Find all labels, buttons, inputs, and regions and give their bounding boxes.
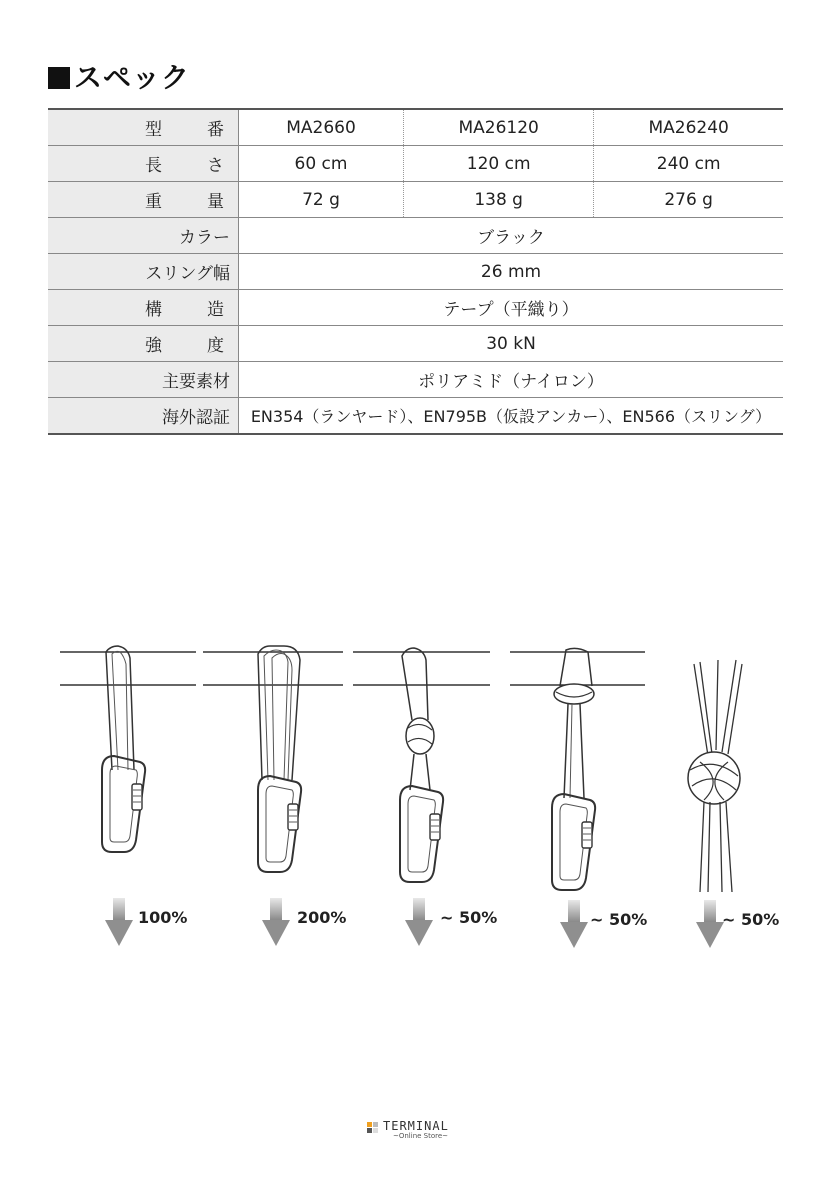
table-cell: 72 g xyxy=(239,182,404,218)
figure-3 xyxy=(353,648,490,882)
logo-subtitle: ~Online Store~ xyxy=(393,1132,449,1140)
down-arrow-icon xyxy=(560,900,588,948)
row-label: 長 さ xyxy=(48,146,239,182)
sling-illustrations xyxy=(0,630,833,970)
table-row xyxy=(48,146,783,182)
table-row xyxy=(48,362,783,398)
logo-name: TERMINAL xyxy=(383,1119,449,1133)
spec-table xyxy=(48,108,783,435)
row-label: スリング幅 xyxy=(48,254,239,290)
table-cell: 26 mm xyxy=(239,254,784,290)
page-title: スペック xyxy=(48,56,190,96)
row-label: 重 量 xyxy=(48,182,239,218)
table-cell: 138 g xyxy=(404,182,594,218)
square-bullet-icon xyxy=(48,67,70,89)
table-row xyxy=(48,109,783,146)
table-cell: 120 cm xyxy=(404,146,594,182)
table-cell: MA26120 xyxy=(404,109,594,146)
strength-label-3: ~ 50% xyxy=(440,908,498,927)
row-label: 強 度 xyxy=(48,326,239,362)
row-label: 主要素材 xyxy=(48,362,239,398)
table-row xyxy=(48,182,783,218)
table-cell: 240 cm xyxy=(594,146,783,182)
table-cell: ポリアミド（ナイロン） xyxy=(239,362,784,398)
table-cell: 30 kN xyxy=(239,326,784,362)
table-row xyxy=(48,218,783,254)
row-label: カラー xyxy=(48,218,239,254)
figure-5 xyxy=(688,660,742,892)
table-cell: MA26240 xyxy=(594,109,783,146)
table-cell: MA2660 xyxy=(239,109,404,146)
table-cell: EN354（ランヤード）、EN795B（仮設アンカー）、EN566（スリング） xyxy=(239,398,784,435)
strength-label-5: ~ 50% xyxy=(722,910,780,929)
figure-2 xyxy=(203,646,343,872)
table-cell: 60 cm xyxy=(239,146,404,182)
logo-mark-icon xyxy=(367,1122,379,1134)
table-row xyxy=(48,326,783,362)
table-row xyxy=(48,398,783,435)
row-label: 型 番 xyxy=(48,109,239,146)
down-arrow-icon xyxy=(696,900,724,948)
table-row xyxy=(48,290,783,326)
strength-label-2: 200% xyxy=(297,908,347,927)
down-arrow-icon xyxy=(405,898,433,946)
down-arrow-icon xyxy=(262,898,290,946)
row-label: 構 造 xyxy=(48,290,239,326)
table-row xyxy=(48,254,783,290)
strength-label-1: 100% xyxy=(138,908,188,927)
strength-diagram xyxy=(0,630,833,970)
table-cell: テープ（平織り） xyxy=(239,290,784,326)
down-arrow-icon xyxy=(105,898,133,946)
table-cell: ブラック xyxy=(239,218,784,254)
store-logo xyxy=(367,1120,477,1144)
figure-4 xyxy=(510,648,645,890)
table-cell: 276 g xyxy=(594,182,783,218)
figure-1 xyxy=(60,646,196,852)
strength-label-4: ~ 50% xyxy=(590,910,648,929)
row-label: 海外認証 xyxy=(48,398,239,435)
